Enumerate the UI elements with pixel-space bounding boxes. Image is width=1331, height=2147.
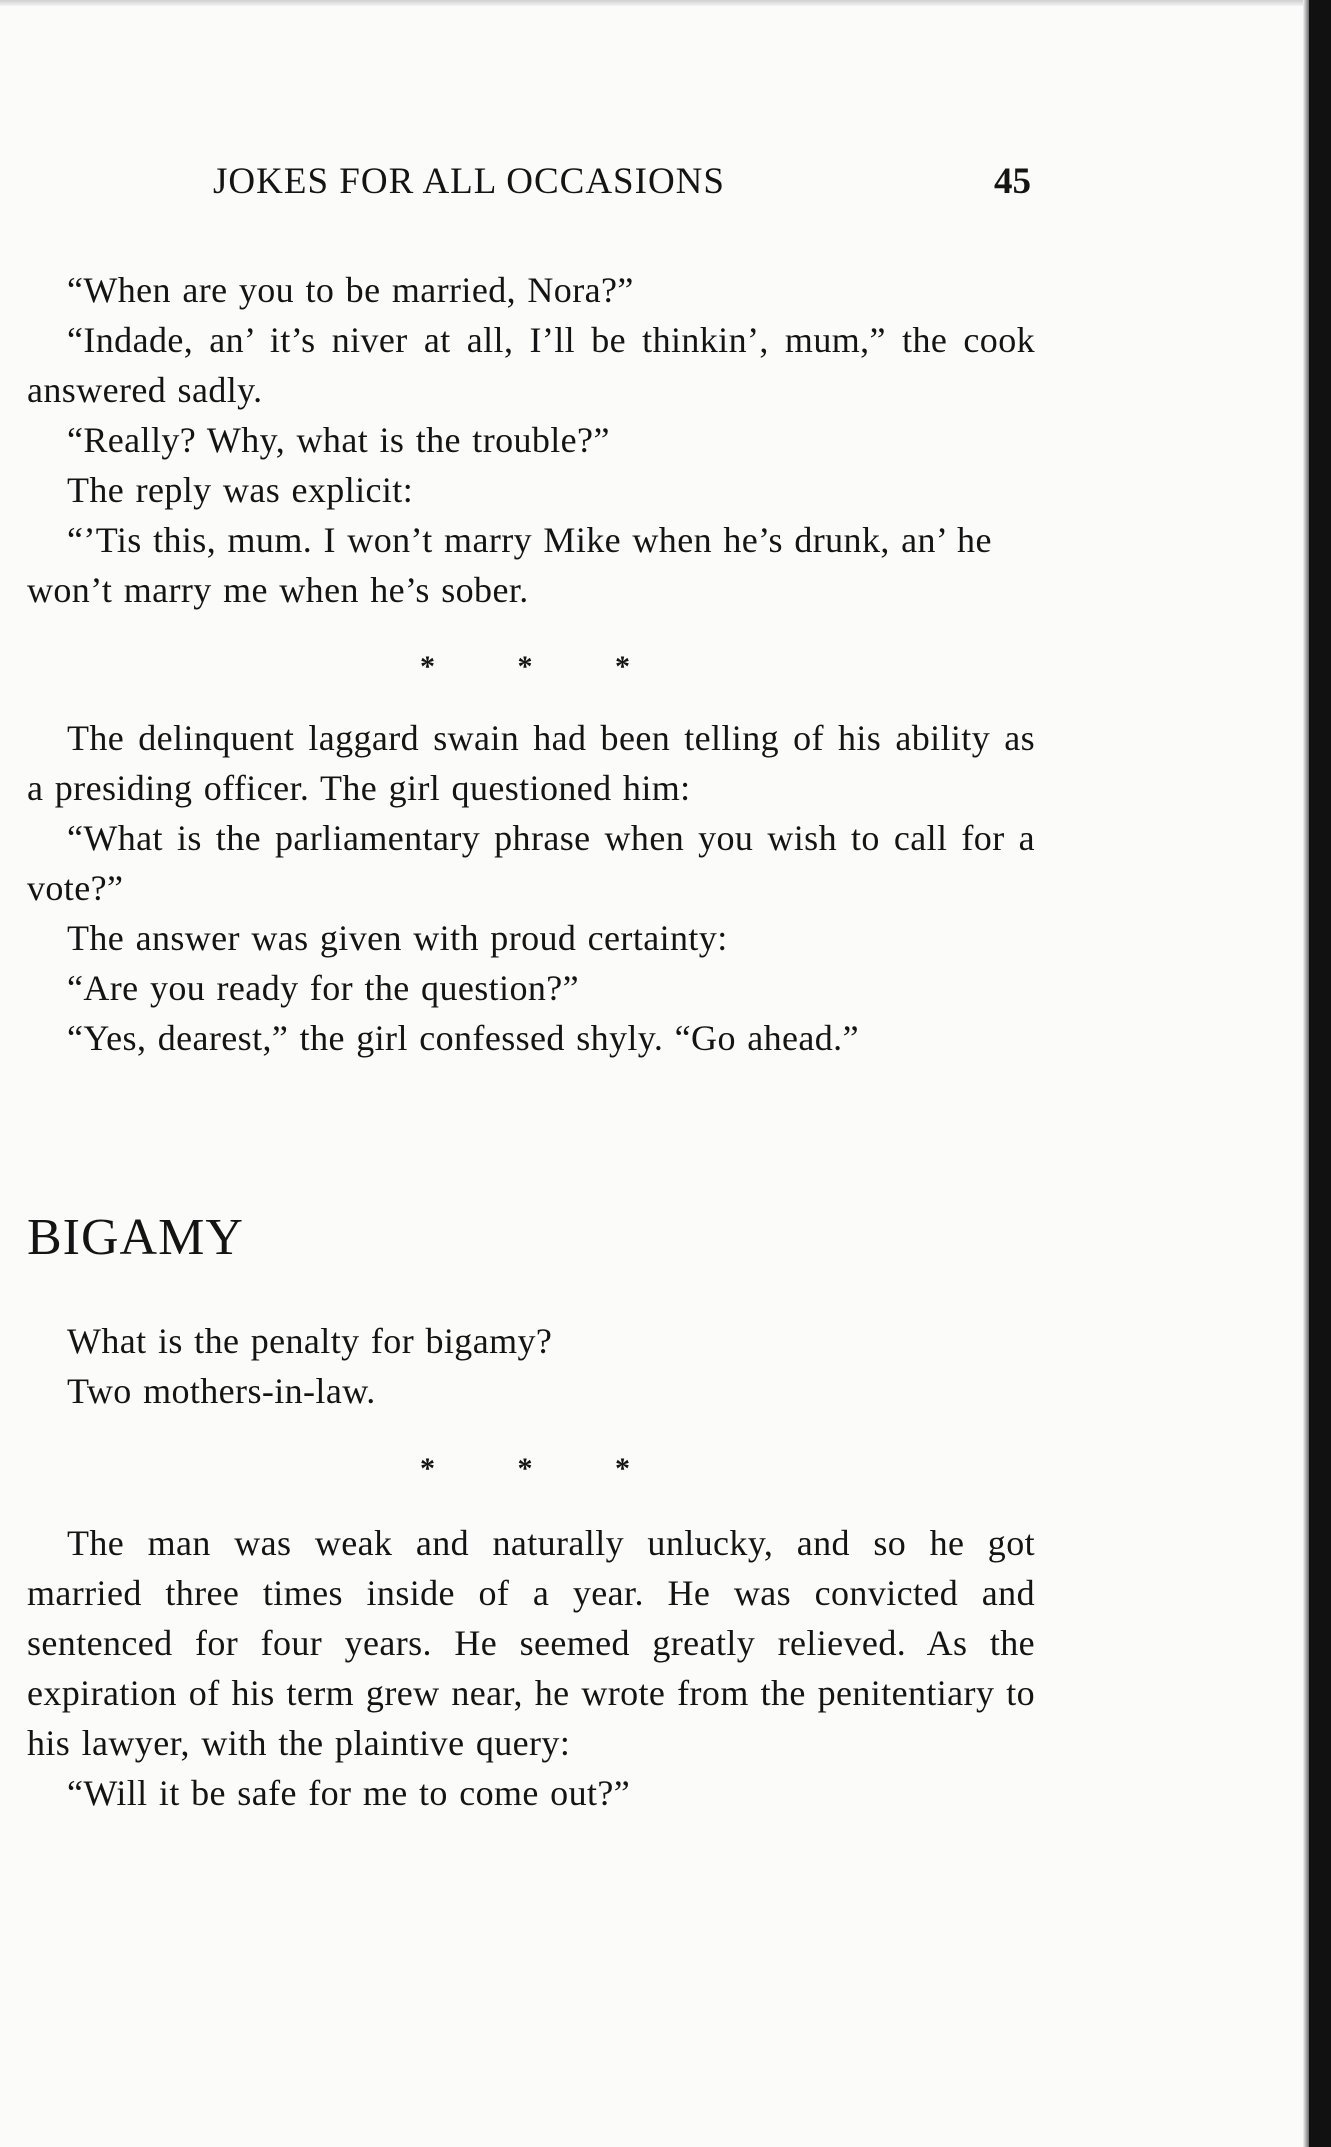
- section-separator: [420, 650, 630, 684]
- paragraph: The answer was given with proud certainty:: [67, 918, 728, 958]
- section-heading: BIGAMY: [27, 1209, 244, 1266]
- running-head: JOKES FOR ALL OCCASIONS: [213, 161, 725, 202]
- paragraph: “Are you ready for the question?”: [67, 968, 579, 1008]
- joke-unlucky-man: [27, 1518, 1035, 1818]
- paragraph: “Yes, dearest,” the girl confessed shyly. “Go ahead.”: [67, 1018, 859, 1058]
- separator-star: *: [420, 1452, 435, 1485]
- paragraph: “Will it be safe for me to come out?”: [67, 1773, 631, 1813]
- joke-swain: [27, 713, 1035, 1063]
- separator-star: *: [517, 650, 533, 683]
- paragraph: The reply was explicit:: [67, 470, 414, 510]
- paragraph: What is the penalty for bigamy?: [67, 1321, 553, 1361]
- separator-star: *: [615, 1452, 630, 1485]
- separator-star: *: [517, 1452, 533, 1485]
- paragraph: The man was weak and naturally unlucky, and so he got married three times inside of a year. He was convicted and sentenced for four years. He seemed greatly relieved. As the expiration of his term grew near, he wrote from the penitentiary to his lawyer, with the plaintive query:: [27, 1523, 1035, 1763]
- joke-nora: [27, 265, 1035, 615]
- paragraph: “Indade, an’ it’s niver at all, I’ll be thinkin’, mum,” the cook answered sadly.: [27, 320, 1035, 410]
- paragraph: The delinquent laggard swain had been telling of his ability as a presiding officer. The girl questioned him:: [27, 718, 1035, 808]
- section-separator: [420, 1452, 630, 1486]
- page-top-edge: [0, 0, 1331, 6]
- paragraph: Two mothers-in-law.: [67, 1371, 376, 1411]
- paragraph: “’Tis this, mum. I won’t marry Mike when he’s drunk, an’ he won’t marry me when he’s sober.: [27, 520, 992, 610]
- separator-star: *: [615, 650, 630, 683]
- separator-star: *: [420, 650, 435, 683]
- paragraph: “What is the parliamentary phrase when you wish to call for a vote?”: [27, 818, 1035, 908]
- paragraph: “Really? Why, what is the trouble?”: [67, 420, 610, 460]
- page-number: 45: [994, 161, 1031, 202]
- paragraph: “When are you to be married, Nora?”: [67, 270, 634, 310]
- joke-bigamy-penalty: [27, 1316, 1035, 1416]
- page-right-border: [1309, 0, 1331, 2147]
